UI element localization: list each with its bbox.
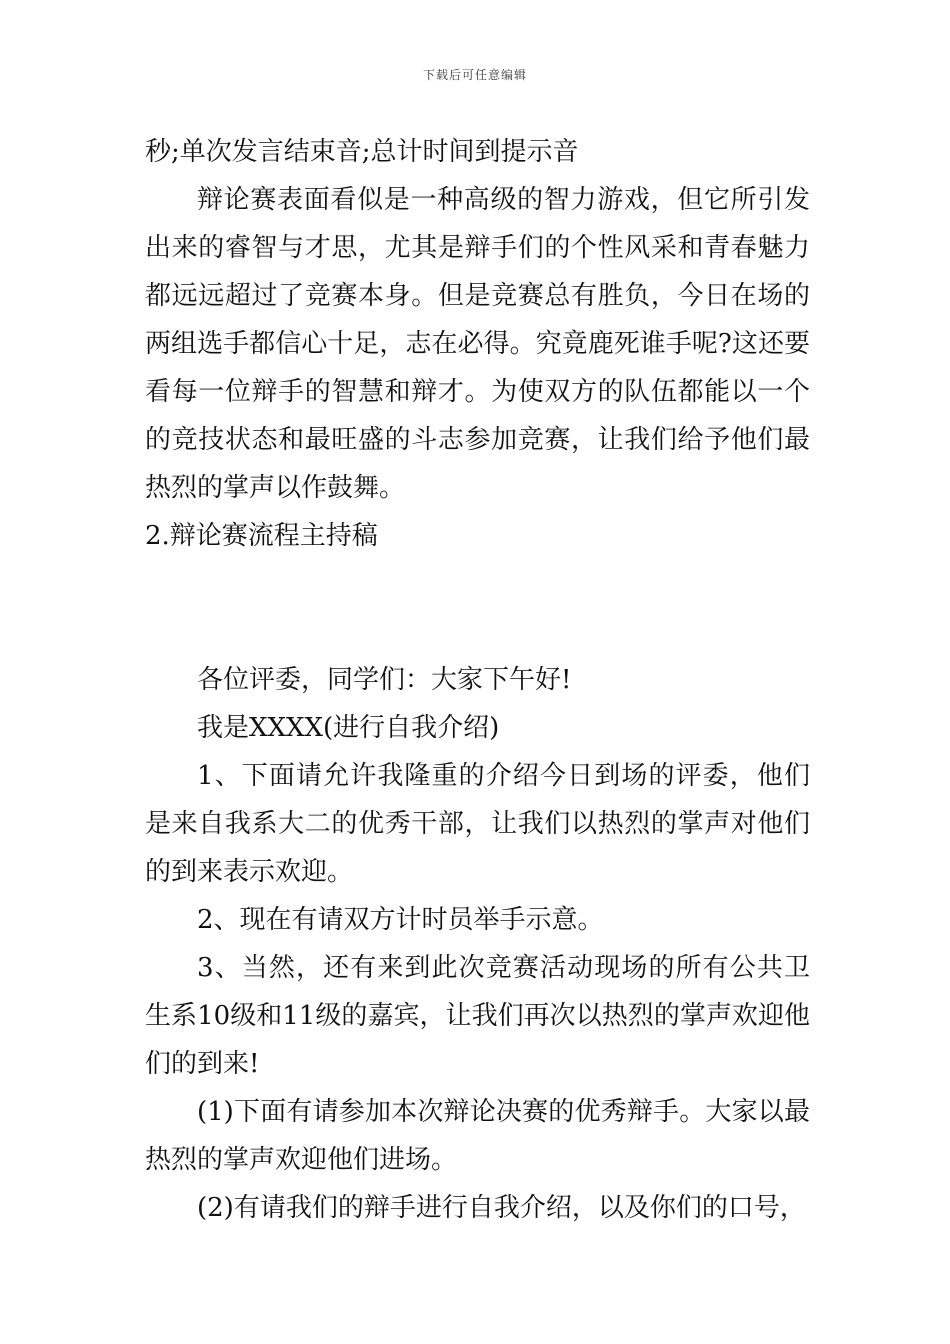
paragraph-time-signals: 秒;单次发言结束音;总计时间到提示音 [145, 137, 579, 167]
paragraph-self-intro: 我是XXXX(进行自我介绍) [197, 713, 500, 743]
section-heading: 2.辩论赛流程主持稿 [145, 521, 378, 551]
paragraph-greeting: 各位评委，同学们：大家下午好! [197, 665, 572, 695]
paragraph-debate-intro: 辩论赛表面看似是一种高级的智力游戏，但它所引发出来的睿智与才思，尤其是辩手们的个性风采和青春魅力都远远超过了竞赛本身。但是竞赛总有胜负，今日在场的两组选手都信心十足，志在必得。究竟鹿死谁手呢?这还要看每一位辩手的智慧和辩才。为使双方的队伍都能以一个的竞技状态和最旺盛的斗志参加竞赛，让我们给予他们最热烈的掌声以作鼓舞。 [145, 185, 810, 503]
paragraph-subitem-1: (1)下面有请参加本次辩论决赛的优秀辩手。大家以最热烈的掌声欢迎他们进场。 [145, 1097, 810, 1175]
page-header-note: 下载后可任意编辑 [422, 68, 527, 82]
blank-spacer [145, 560, 810, 656]
paragraph-item-1: 1、下面请允许我隆重的介绍今日到场的评委，他们是来自我系大二的优秀干部，让我们以热烈的掌声对他们的到来表示欢迎。 [145, 761, 810, 887]
paragraph-item-2: 2、现在有请双方计时员举手示意。 [197, 905, 604, 935]
paragraph-item-3: 3、当然，还有来到此次竞赛活动现场的所有公共卫生系10级和11级的嘉宾，让我们再次以热烈的掌声欢迎他们的到来! [145, 953, 810, 1079]
paragraph-subitem-2: (2)有请我们的辩手进行自我介绍，以及你们的口号， [197, 1193, 806, 1223]
document-body [145, 128, 810, 1232]
